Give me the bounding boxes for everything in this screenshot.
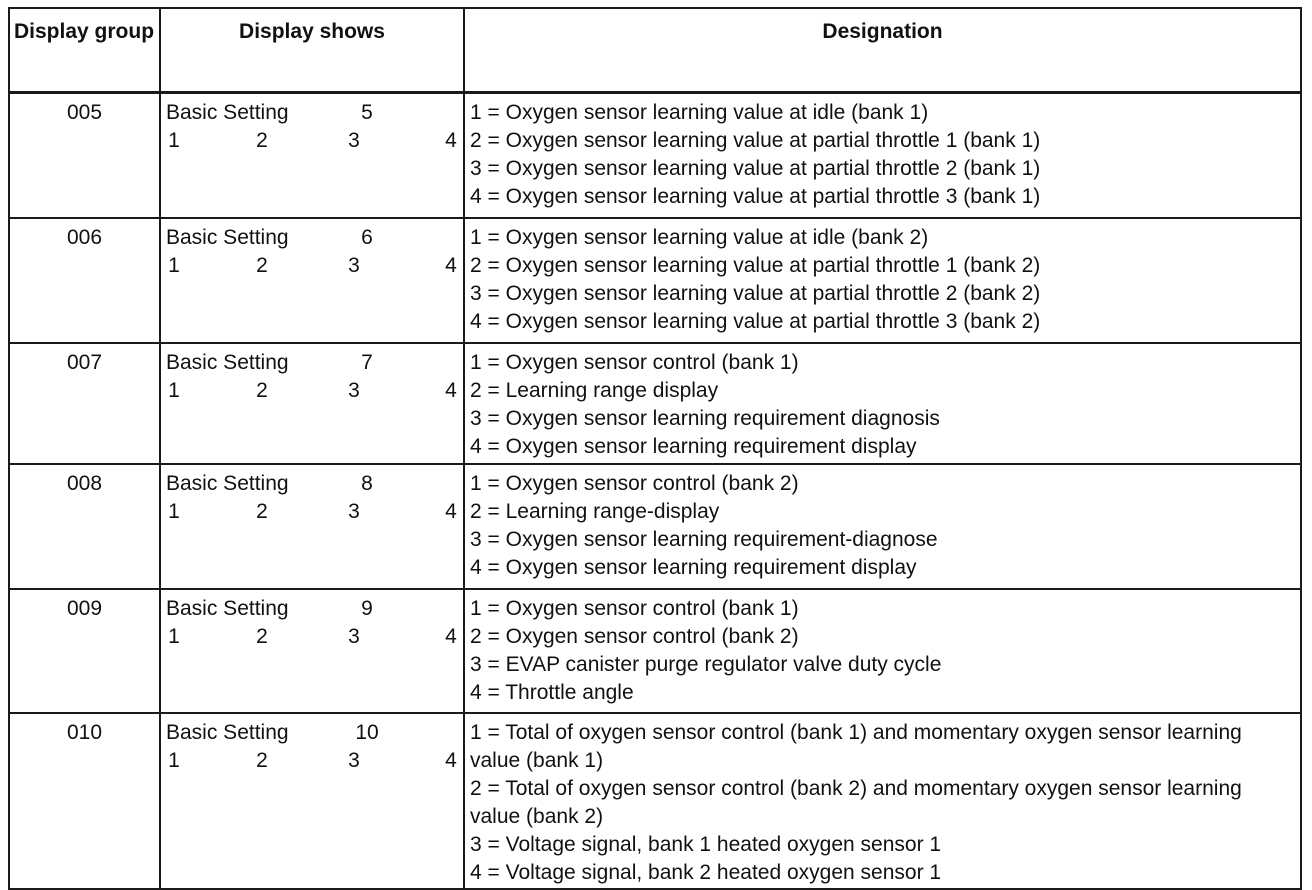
display-shows-cell — [160, 464, 464, 589]
display-shows-mode-line — [166, 595, 457, 623]
mode-label: Basic Setting — [166, 225, 289, 249]
designation-line: 2 = Oxygen sensor learning value at partial throttle 1 (bank 1) — [470, 129, 1041, 152]
display-fields-line — [166, 252, 457, 280]
group-number: 8 — [361, 471, 373, 495]
designation-line: 4 = Oxygen sensor learning value at partial throttle 3 (bank 1) — [470, 185, 1041, 208]
group-number: 6 — [361, 225, 373, 249]
display-field-3: 3 — [348, 253, 360, 277]
designation-cell — [464, 713, 1301, 889]
designation-line: 3 = Oxygen sensor learning value at partial throttle 2 (bank 2) — [470, 281, 1041, 305]
display-group-cell: 006 — [9, 218, 160, 343]
display-fields-line — [166, 377, 457, 405]
group-number: 5 — [361, 101, 373, 124]
designation-line: 1 = Oxygen sensor control (bank 1) — [470, 350, 799, 374]
display-group-cell: 007 — [9, 343, 160, 464]
display-field-2: 2 — [256, 253, 268, 277]
display-field-4: 4 — [445, 499, 457, 523]
designation-line: 1 = Oxygen sensor control (bank 1) — [470, 596, 799, 620]
mode-label: Basic Setting — [166, 596, 289, 620]
designation-cell — [464, 218, 1301, 343]
display-group-cell: 009 — [9, 589, 160, 713]
display-field-3: 3 — [348, 624, 360, 648]
display-field-4: 4 — [445, 129, 457, 152]
designation-line: 3 = Oxygen sensor learning requirement-diagnose — [470, 527, 938, 551]
table-row — [9, 343, 1301, 464]
designation-line: 2 = Oxygen sensor control (bank 2) — [470, 624, 799, 648]
display-field-1: 1 — [168, 129, 180, 152]
display-shows-mode-line — [166, 99, 457, 127]
display-field-1: 1 — [168, 253, 180, 277]
display-field-1: 1 — [168, 748, 180, 772]
designation-line: 4 = Throttle angle — [470, 680, 634, 704]
mode-label: Basic Setting — [166, 471, 289, 495]
header-display-group: Display group — [9, 8, 160, 93]
display-field-1: 1 — [168, 378, 180, 402]
designation-cell — [464, 589, 1301, 713]
mode-label: Basic Setting — [166, 720, 289, 744]
table-row — [9, 218, 1301, 343]
designation-line: 1 = Total of oxygen sensor control (bank 1) and momentary oxygen sensor learning value (bank 1) — [470, 720, 1242, 772]
designation-line: 4 = Oxygen sensor learning value at partial throttle 3 (bank 2) — [470, 309, 1041, 333]
display-shows-cell — [160, 713, 464, 889]
header-designation: Designation — [464, 8, 1301, 93]
display-field-2: 2 — [256, 624, 268, 648]
display-group-table — [8, 7, 1302, 890]
designation-line: 2 = Learning range-display — [470, 499, 720, 523]
display-field-1: 1 — [168, 624, 180, 648]
designation-cell — [464, 464, 1301, 589]
designation-line: 1 = Oxygen sensor control (bank 2) — [470, 471, 799, 495]
display-field-3: 3 — [348, 129, 360, 152]
display-field-2: 2 — [256, 378, 268, 402]
display-fields-line — [166, 498, 457, 526]
designation-line: 1 = Oxygen sensor learning value at idle (bank 2) — [470, 225, 929, 249]
group-number: 7 — [361, 350, 373, 374]
designation-line: 2 = Total of oxygen sensor control (bank 2) and momentary oxygen sensor learning value (bank 2) — [470, 776, 1242, 828]
display-field-1: 1 — [168, 499, 180, 523]
display-field-2: 2 — [256, 129, 268, 152]
table-row — [9, 464, 1301, 589]
display-shows-cell — [160, 93, 464, 218]
display-field-3: 3 — [348, 748, 360, 772]
table-row — [9, 589, 1301, 713]
designation-line: 1 = Oxygen sensor learning value at idle (bank 1) — [470, 101, 929, 124]
display-fields-line — [166, 747, 457, 775]
designation-line: 2 = Oxygen sensor learning value at partial throttle 1 (bank 2) — [470, 253, 1041, 277]
display-shows-mode-line — [166, 470, 457, 498]
designation-line: 4 = Oxygen sensor learning requirement display — [470, 555, 917, 579]
display-field-3: 3 — [348, 499, 360, 523]
mode-label: Basic Setting — [166, 350, 289, 374]
display-field-3: 3 — [348, 378, 360, 402]
display-shows-mode-line — [166, 224, 457, 252]
display-shows-mode-line — [166, 719, 457, 747]
header-display-shows: Display shows — [160, 8, 464, 93]
display-group-cell: 005 — [9, 93, 160, 218]
designation-line: 4 = Voltage signal, bank 2 heated oxygen sensor 1 — [470, 860, 942, 884]
designation-line: 3 = EVAP canister purge regulator valve duty cycle — [470, 652, 942, 676]
display-group-cell: 010 — [9, 713, 160, 889]
designation-line: 2 = Learning range display — [470, 378, 719, 402]
display-fields-line — [166, 623, 457, 651]
display-field-2: 2 — [256, 499, 268, 523]
designation-line: 3 = Oxygen sensor learning requirement diagnosis — [470, 406, 940, 430]
designation-line: 3 = Voltage signal, bank 1 heated oxygen sensor 1 — [470, 832, 942, 856]
display-field-2: 2 — [256, 748, 268, 772]
table-row — [9, 713, 1301, 889]
mode-label: Basic Setting — [166, 101, 289, 124]
display-shows-cell — [160, 343, 464, 464]
group-number: 10 — [355, 720, 379, 744]
designation-cell — [464, 343, 1301, 464]
display-field-4: 4 — [445, 253, 457, 277]
designation-cell — [464, 93, 1301, 218]
designation-line: 4 = Oxygen sensor learning requirement display — [470, 434, 917, 458]
display-shows-cell — [160, 218, 464, 343]
display-shows-cell — [160, 589, 464, 713]
display-field-4: 4 — [445, 624, 457, 648]
table-row — [9, 93, 1301, 218]
header-row — [9, 8, 1301, 93]
group-number: 9 — [361, 596, 373, 620]
display-group-cell: 008 — [9, 464, 160, 589]
display-field-4: 4 — [445, 748, 457, 772]
display-fields-line — [166, 127, 457, 155]
display-field-4: 4 — [445, 378, 457, 402]
display-shows-mode-line — [166, 349, 457, 377]
designation-line: 3 = Oxygen sensor learning value at partial throttle 2 (bank 1) — [470, 157, 1041, 180]
